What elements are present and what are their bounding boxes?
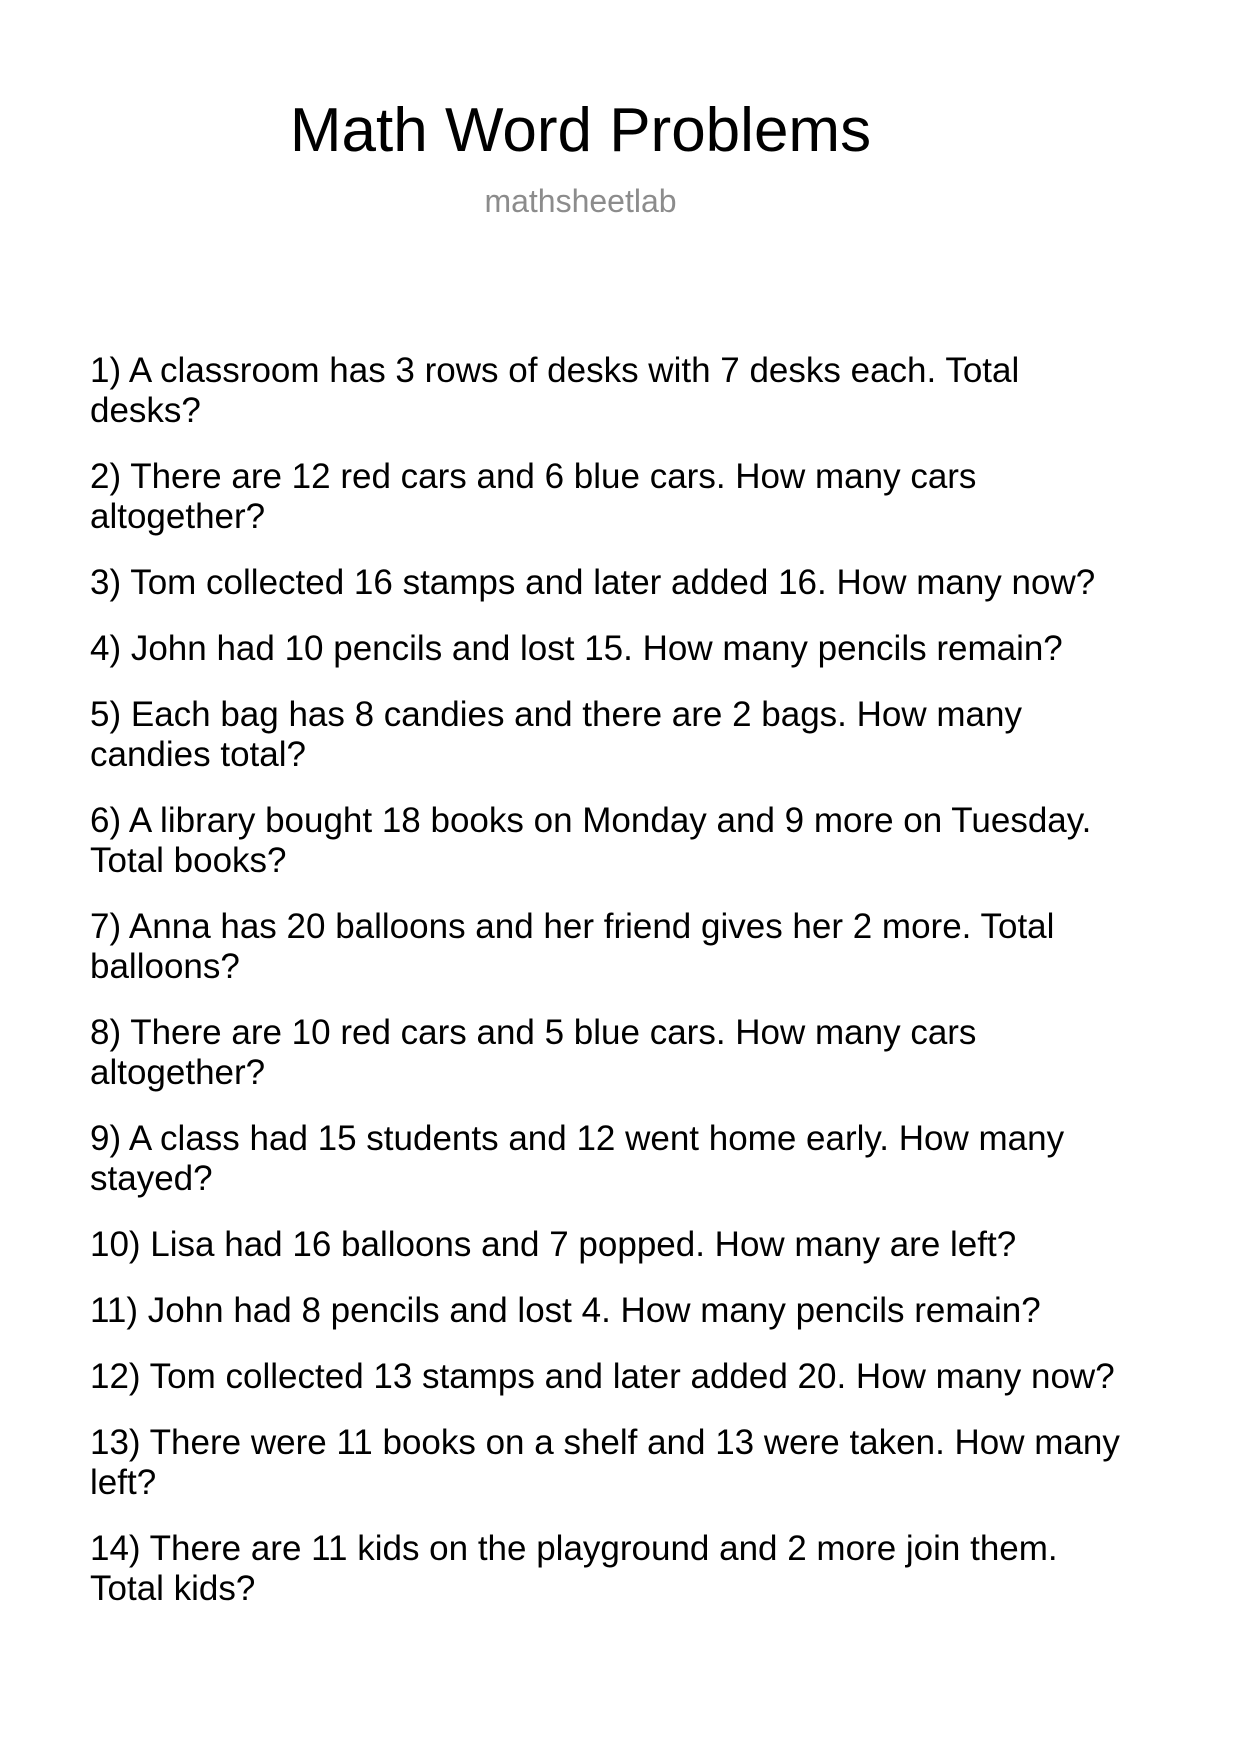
problem-item-4: 4) John had 10 pencils and lost 15. How many pencils remain? <box>90 629 1063 668</box>
problem-item-1: 1) A classroom has 3 rows of desks with 7 desks each. Total desks? <box>90 351 1020 430</box>
problem-item-6: 6) A library bought 18 books on Monday and 9 more on Tuesday. Total books? <box>90 801 1092 880</box>
problem-item-13: 13) There were 11 books on a shelf and 13 were taken. How many left? <box>90 1423 1120 1502</box>
worksheet-page <box>90 0 1135 1609</box>
problem-item-14: 14) There are 11 kids on the playground and 2 more join them. Total kids? <box>90 1529 1058 1608</box>
page-title: Math Word Problems <box>289 96 872 165</box>
problem-item-3: 3) Tom collected 16 stamps and later added 16. How many now? <box>90 563 1096 602</box>
problem-item-7: 7) Anna has 20 balloons and her friend gives her 2 more. Total balloons? <box>90 907 1055 986</box>
problem-item-10: 10) Lisa had 16 balloons and 7 popped. How many are left? <box>90 1225 1017 1264</box>
problems-list <box>90 351 1135 1609</box>
problem-item-2: 2) There are 12 red cars and 6 blue cars. How many cars altogether? <box>90 457 977 536</box>
problem-item-11: 11) John had 8 pencils and lost 4. How many pencils remain? <box>90 1291 1041 1330</box>
problem-item-8: 8) There are 10 red cars and 5 blue cars. How many cars altogether? <box>90 1013 977 1092</box>
problem-item-5: 5) Each bag has 8 candies and there are 2 bags. How many candies total? <box>90 695 1022 774</box>
problem-item-9: 9) A class had 15 students and 12 went home early. How many stayed? <box>90 1119 1065 1198</box>
problem-item-12: 12) Tom collected 13 stamps and later added 20. How many now? <box>90 1357 1115 1396</box>
worksheet-header <box>58 95 1103 220</box>
brand-subtitle: mathsheetlab <box>484 183 677 219</box>
